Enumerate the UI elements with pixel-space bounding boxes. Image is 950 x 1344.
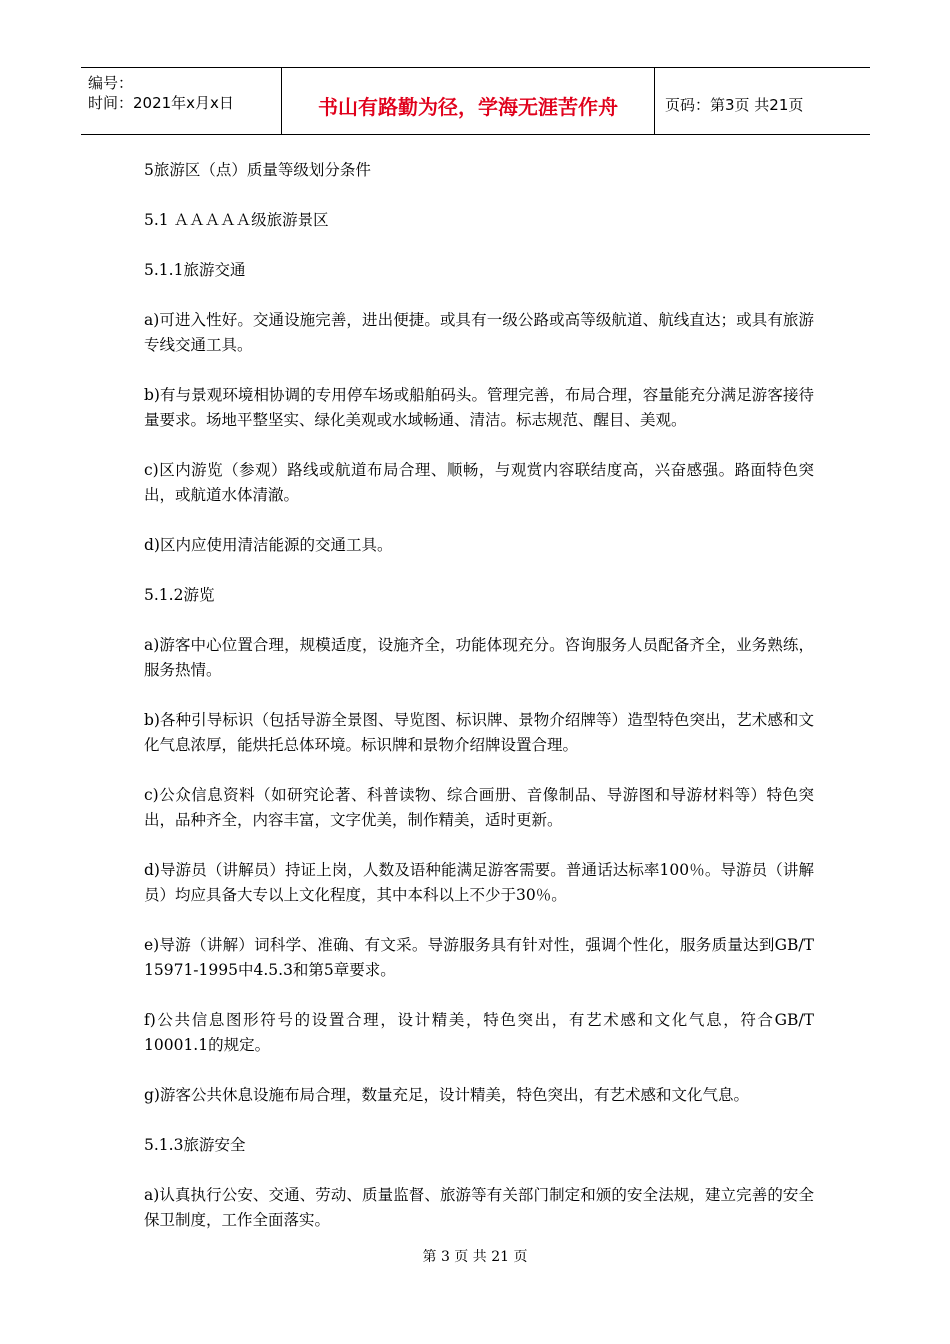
- subsection-heading: 5.1 ＡＡＡＡＡ级旅游景区: [144, 211, 329, 229]
- date-label: 时间：2021年x月x日: [88, 94, 234, 112]
- header-motto: 书山有路勤为径，学海无涯苦作舟: [318, 95, 618, 119]
- section-heading: 5旅游区（点）质量等级划分条件: [144, 161, 371, 179]
- subsection-heading: 5.1.2游览: [144, 586, 215, 604]
- subsection-heading: 5.1.3旅游安全: [144, 1136, 246, 1154]
- header-page-number: 页码：第3页 共21页: [665, 96, 804, 114]
- paragraph: f)公共信息图形符号的设置合理，设计精美，特色突出，有艺术感和文化气息，符合GB/T 10001.1的规定。: [144, 1011, 814, 1054]
- header-motto-cell: [282, 68, 655, 134]
- paragraph: d)导游员（讲解员）持证上岗，人数及语种能满足游客需要。普通话达标率100％。导游员（讲解员）均应具备大专以上文化程度，其中本科以上不少于30％。: [144, 861, 814, 904]
- header-meta-cell: [81, 68, 282, 134]
- paragraph: a)可进入性好。交通设施完善，进出便捷。或具有一级公路或高等级航道、航线直达；或具有旅游专线交通工具。: [144, 311, 814, 354]
- paragraph: c)区内游览（参观）路线或航道布局合理、顺畅，与观赏内容联结度高，兴奋感强。路面特色突出，或航道水体清澈。: [144, 461, 814, 504]
- paragraph: g)游客公共休息设施布局合理，数量充足，设计精美，特色突出，有艺术感和文化气息。: [144, 1086, 749, 1104]
- paragraph: d)区内应使用清洁能源的交通工具。: [144, 536, 393, 554]
- paragraph: b)各种引导标识（包括导游全景图、导览图、标识牌、景物介绍牌等）造型特色突出，艺术感和文化气息浓厚，能烘托总体环境。标识牌和景物介绍牌设置合理。: [144, 711, 814, 754]
- paragraph: a)认真执行公安、交通、劳动、质量监督、旅游等有关部门制定和颁的安全法规，建立完善的安全保卫制度，工作全面落实。: [144, 1186, 814, 1229]
- paragraph: c)公众信息资料（如研究论著、科普读物、综合画册、音像制品、导游图和导游材料等）特色突出，品种齐全，内容丰富，文字优美，制作精美，适时更新。: [144, 786, 814, 829]
- paragraph: a)游客中心位置合理，规模适度，设施齐全，功能体现充分。咨询服务人员配备齐全，业务熟练，服务热情。: [144, 636, 814, 679]
- paragraph: e)导游（讲解）词科学、准确、有文采。导游服务具有针对性，强调个性化，服务质量达到GB/T 15971-1995中4.5.3和第5章要求。: [144, 936, 814, 979]
- paragraph: b)有与景观环境相协调的专用停车场或船舶码头。管理完善，布局合理，容量能充分满足游客接待量要求。场地平整坚实、绿化美观或水域畅通、清洁。标志规范、醒目、美观。: [144, 386, 814, 429]
- serial-number-label: 编号：: [88, 74, 134, 92]
- page-footer: 第 3 页 共 21 页: [422, 1249, 528, 1265]
- document-body: [144, 158, 814, 1258]
- header-page-cell: [655, 68, 870, 134]
- subsection-heading: 5.1.1旅游交通: [144, 261, 246, 279]
- page-header: [81, 67, 870, 135]
